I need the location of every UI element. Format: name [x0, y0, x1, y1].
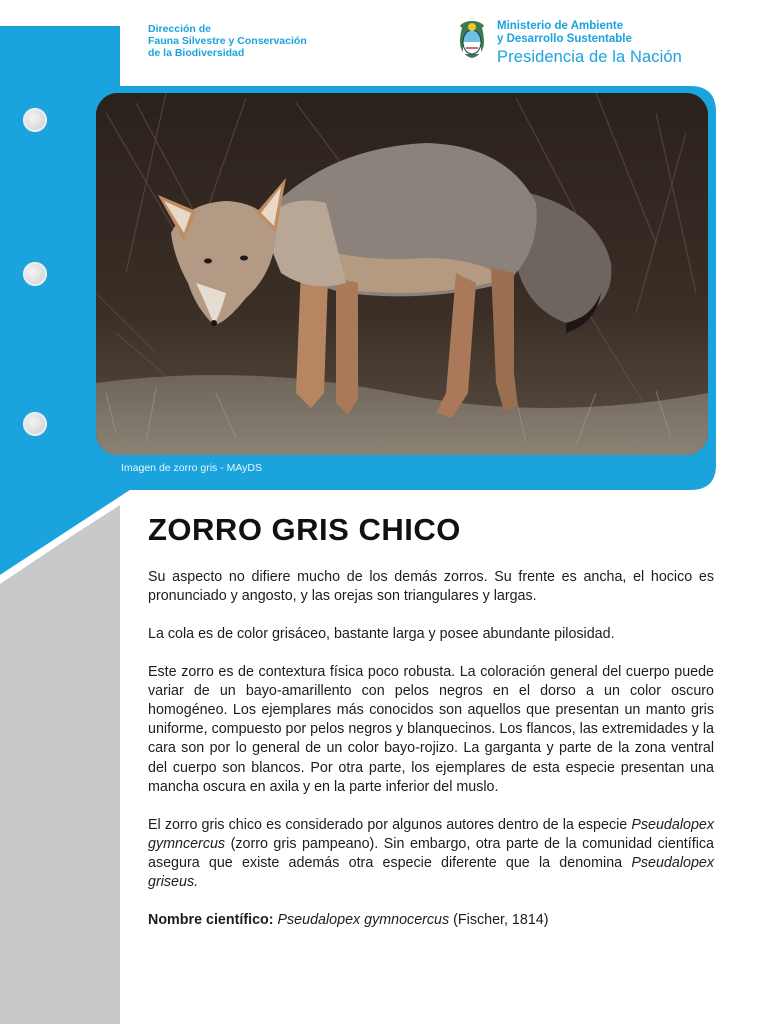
fox-photo: [96, 93, 708, 455]
argentina-coat-of-arms-icon: [456, 18, 488, 62]
scientific-name: Pseudalopex gymnocercus: [277, 911, 450, 928]
paragraph-tail: La cola es de color grisáceo, bastante larga y posee abundante pilosidad.: [148, 625, 615, 642]
binder-hole-icon: [23, 412, 47, 436]
species-name-2: Pseudalopex griseus.: [148, 854, 714, 891]
directorate-line: de la Biodiversidad: [148, 47, 245, 59]
taxonomy-text-b: (zorro gris pampeano). Sin embargo, otra parte de la comunidad científica asegura que existe además otra especie diferente que la denomina: [148, 835, 714, 871]
binder-hole-icon: [23, 108, 47, 132]
scientific-name-author: (Fischer, 1814): [449, 911, 549, 928]
ministry-name-line2: y Desarrollo Sustentable: [497, 33, 632, 45]
paragraph-coloration: Este zorro es de contextura física poco robusta. La coloración general del cuerpo puede variar de un bayo-amarillento con pelos negros en el dorso a un color oscuro homogéneo. Los ejemplares más conocidos son aquellos que presentan un manto gris uniforme, compuesto por pelos negros y blanquecinos. Los flancos, las extremidades y la cara son por lo general de un color bayo-rojizo. La garganta y parte de la zona ventral del cuerpo son blancos. Por otra parte, los ejemplares de esta especie presentan una mancha oscura en axila y en la parte inferior del muslo.: [148, 663, 714, 795]
directorate-line: Dirección de: [148, 23, 212, 35]
article-body: [148, 568, 714, 949]
directorate-line: Fauna Silvestre y Conservación: [148, 35, 307, 47]
scientific-name-line: [148, 911, 714, 930]
binder-hole-icon: [23, 262, 47, 286]
page-title: ZORRO GRIS CHICO: [148, 512, 461, 547]
directorate-name: [148, 23, 368, 59]
photo-caption: Imagen de zorro gris - MAyDS: [121, 462, 263, 474]
paragraph-appearance: Su aspecto no difiere mucho de los demás zorros. Su frente es ancha, el hocico es pronunciado y angosto, y las orejas son triangulares y largas.: [148, 569, 714, 605]
ministry-name-line1: Ministerio de Ambiente: [497, 20, 624, 32]
taxonomy-text-a: El zorro gris chico es considerado por algunos autores dentro de la especie: [148, 816, 632, 833]
scientific-name-label: Nombre científico:: [148, 911, 274, 928]
ministry-block: [497, 20, 747, 67]
paragraph-taxonomy: [148, 816, 714, 893]
species-name-1: Pseudalopex gymncercus: [148, 816, 714, 852]
presidency-name: Presidencia de la Nación: [497, 48, 682, 66]
